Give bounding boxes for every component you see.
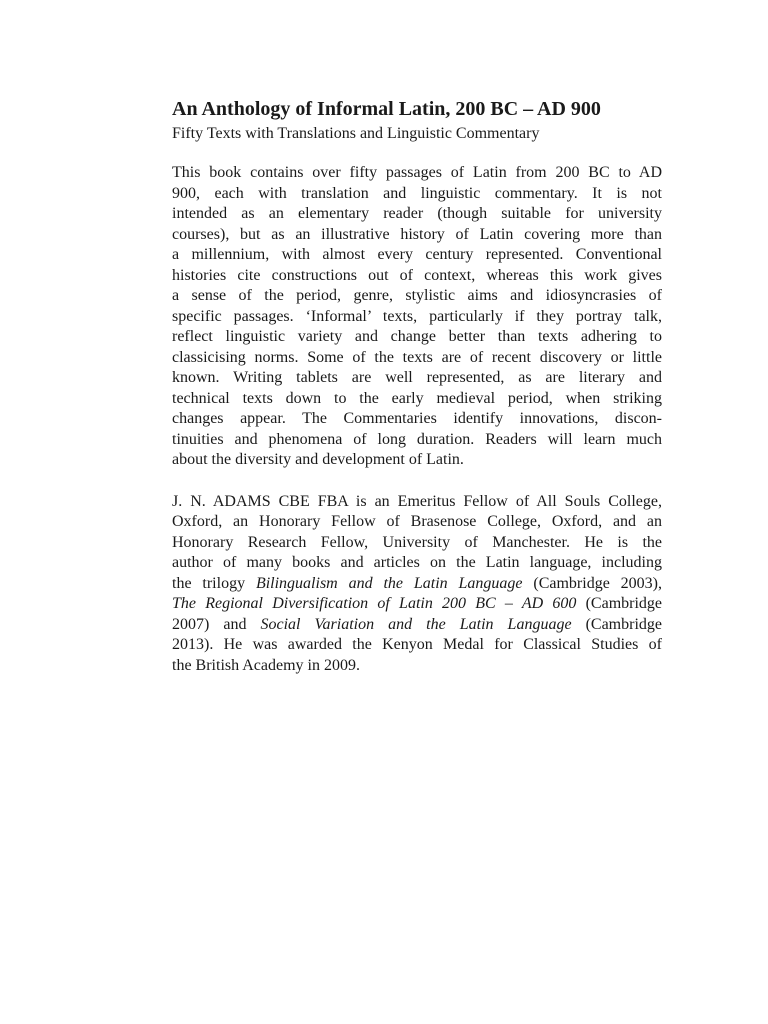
- description-line: specific passages. ‘Informal’ texts, particularly if they portray talk,: [172, 307, 662, 325]
- bio-line: [172, 574, 662, 595]
- bio-line: [172, 594, 662, 615]
- description-line: known. Writing tablets are well represented, as are literary and: [172, 369, 662, 386]
- bio-line: 2013). He was awarded the Kenyon Medal for Classical Studies of: [172, 636, 662, 653]
- bio-line: author of many books and articles on the Latin language, including: [172, 554, 662, 571]
- book-title: An Anthology of Informal Latin, 200 BC – AD 900: [172, 98, 601, 120]
- bio-line: J. N. ADAMS CBE FBA is an Emeritus Fellow of All Souls College,: [172, 492, 662, 510]
- description-line: 900, each with translation and linguistic commentary. It is not: [172, 184, 662, 202]
- bio-text: (Cambridge: [576, 595, 663, 612]
- description-line: intended as an elementary reader (though suitable for university: [172, 205, 662, 222]
- book-page: [172, 96, 662, 676]
- book-title-regional-diversification: The Regional Diversification of Latin 200 BC – AD 600: [172, 595, 577, 612]
- description-line: changes appear. The Commentaries identify innovations, discon-: [172, 410, 662, 427]
- bio-text: (Cambridge 2003),: [522, 574, 662, 592]
- author-bio: [172, 492, 662, 677]
- description-line: courses), but as an illustrative history of Latin covering more than: [172, 225, 662, 243]
- bio-line: the British Academy in 2009.: [172, 656, 360, 674]
- description-line: This book contains over fifty passages of Latin from 200 BC to AD: [172, 164, 662, 181]
- book-description: [172, 163, 662, 471]
- description-line: histories cite constructions out of context, whereas this work gives: [172, 266, 662, 284]
- bio-line: Honorary Research Fellow, University of Manchester. He is the: [172, 533, 662, 551]
- book-subtitle: Fifty Texts with Translations and Linguistic Commentary: [172, 125, 540, 142]
- description-line: a millennium, with almost every century represented. Conventional: [172, 246, 662, 263]
- bio-text: (Cambridge: [571, 615, 662, 633]
- description-line: reflect linguistic variety and change better than texts adhering to: [172, 328, 662, 345]
- book-title-bilingualism: Bilingualism and the Latin Language: [255, 574, 523, 592]
- bio-text: 2007) and: [172, 615, 261, 633]
- description-line: tinuities and phenomena of long duration. Readers will learn much: [172, 430, 662, 448]
- bio-line: [172, 615, 662, 636]
- description-line: a sense of the period, genre, stylistic aims and idiosyncrasies of: [172, 287, 662, 304]
- description-line: classicising norms. Some of the texts are of recent discovery or little: [172, 348, 662, 366]
- bio-text: the trilogy: [172, 574, 256, 592]
- book-title-social-variation: Social Variation and the Latin Language: [260, 615, 572, 633]
- bio-line: Oxford, an Honorary Fellow of Brasenose College, Oxford, and an: [172, 513, 662, 530]
- description-line: technical texts down to the early medieval period, when striking: [172, 389, 662, 407]
- description-line: about the diversity and development of Latin.: [172, 451, 464, 468]
